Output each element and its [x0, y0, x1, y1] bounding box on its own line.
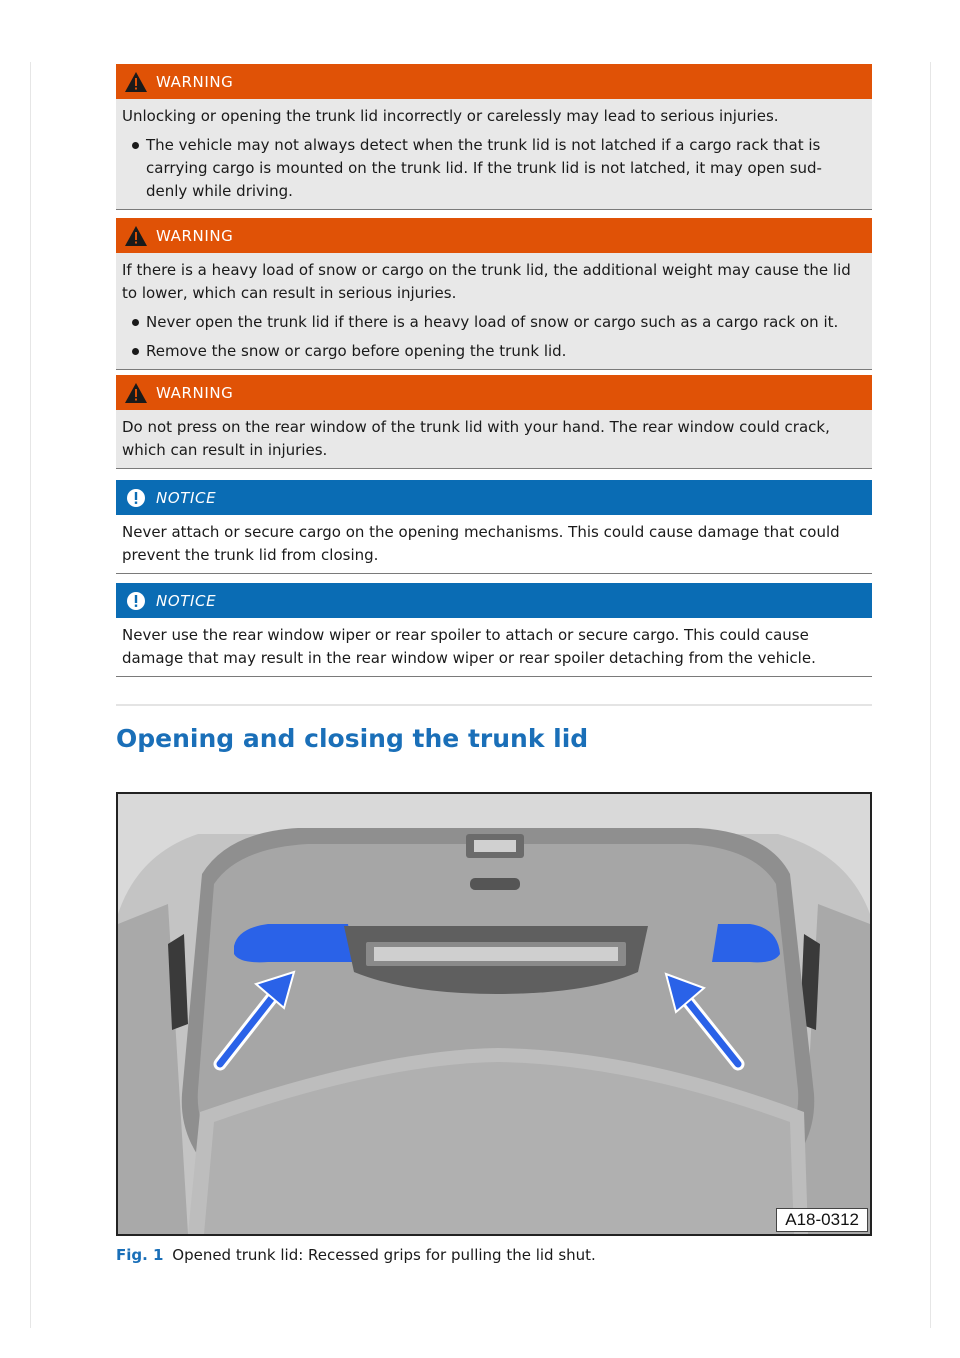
- bullet-text: Never open the trunk lid if there is a heavy load of snow or cargo such as a cargo rack on it.: [146, 313, 839, 331]
- warning-header: [116, 218, 872, 253]
- warning-bullet: [122, 134, 852, 203]
- bullet-dot: [132, 348, 139, 355]
- warning-bullet: [122, 340, 852, 363]
- figure-label: Fig. 1: [116, 1246, 164, 1264]
- notice-box-2: [116, 583, 872, 677]
- warning-triangle-icon: [124, 71, 148, 93]
- notice-label: NOTICE: [156, 488, 217, 507]
- warning-intro: Do not press on the rear window of the trunk lid with your hand. The rear window could crack, which can result in injuries.: [122, 418, 830, 459]
- notice-header: [116, 480, 872, 515]
- warning-box-1: [116, 64, 872, 210]
- notice-box-1: [116, 480, 872, 574]
- exclamation-circle-icon: [124, 487, 148, 509]
- notice-label: NOTICE: [156, 591, 217, 610]
- warning-header: [116, 64, 872, 99]
- warning-intro: If there is a heavy load of snow or cargo on the trunk lid, the additional weight may cause the lid to lower, which can result in serious injuries.: [122, 261, 851, 302]
- notice-text: Never use the rear window wiper or rear spoiler to attach or secure cargo. This could cause damage that may result in the rear window wiper or rear spoiler detaching from the vehicle.: [122, 626, 816, 667]
- page-margin-line-left: [30, 62, 31, 1328]
- figure-code-label: A18-0312: [776, 1208, 868, 1232]
- warning-body: [116, 410, 872, 469]
- warning-box-3: [116, 375, 872, 469]
- notice-header: [116, 583, 872, 618]
- page-margin-line-right: [930, 62, 931, 1328]
- warning-body: [116, 99, 872, 210]
- bullet-dot: [132, 142, 139, 149]
- warning-label: WARNING: [156, 383, 234, 402]
- warning-box-2: [116, 218, 872, 370]
- trunk-lid-illustration: [118, 794, 870, 1234]
- warning-bullet: [122, 311, 852, 334]
- section-title: Opening and closing the trunk lid: [116, 724, 589, 753]
- warning-triangle-icon: [124, 382, 148, 404]
- warning-label: WARNING: [156, 72, 234, 91]
- warning-label: WARNING: [156, 226, 234, 245]
- section-divider: [116, 704, 872, 706]
- notice-text: Never attach or secure cargo on the opening mechanisms. This could cause damage that could prevent the trunk lid from closing.: [122, 523, 840, 564]
- figure-caption-text: Opened trunk lid: Recessed grips for pulling the lid shut.: [172, 1246, 596, 1264]
- notice-body: [116, 515, 872, 574]
- bullet-text: Remove the snow or cargo before opening the trunk lid.: [146, 342, 567, 360]
- warning-intro: Unlocking or opening the trunk lid incorrectly or carelessly may lead to serious injuries.: [122, 107, 779, 125]
- exclamation-circle-icon: [124, 590, 148, 612]
- warning-triangle-icon: [124, 225, 148, 247]
- bullet-text: The vehicle may not always detect when the trunk lid is not latched if a cargo rack that is carrying cargo is mounted on the trunk lid. If the trunk lid is not latched, it may open sud-denly while driving.: [146, 136, 822, 200]
- warning-header: [116, 375, 872, 410]
- bullet-dot: [132, 319, 139, 326]
- figure-caption: [116, 1246, 596, 1264]
- warning-body: [116, 253, 872, 370]
- trunk-lid-figure: [116, 792, 872, 1236]
- notice-body: [116, 618, 872, 677]
